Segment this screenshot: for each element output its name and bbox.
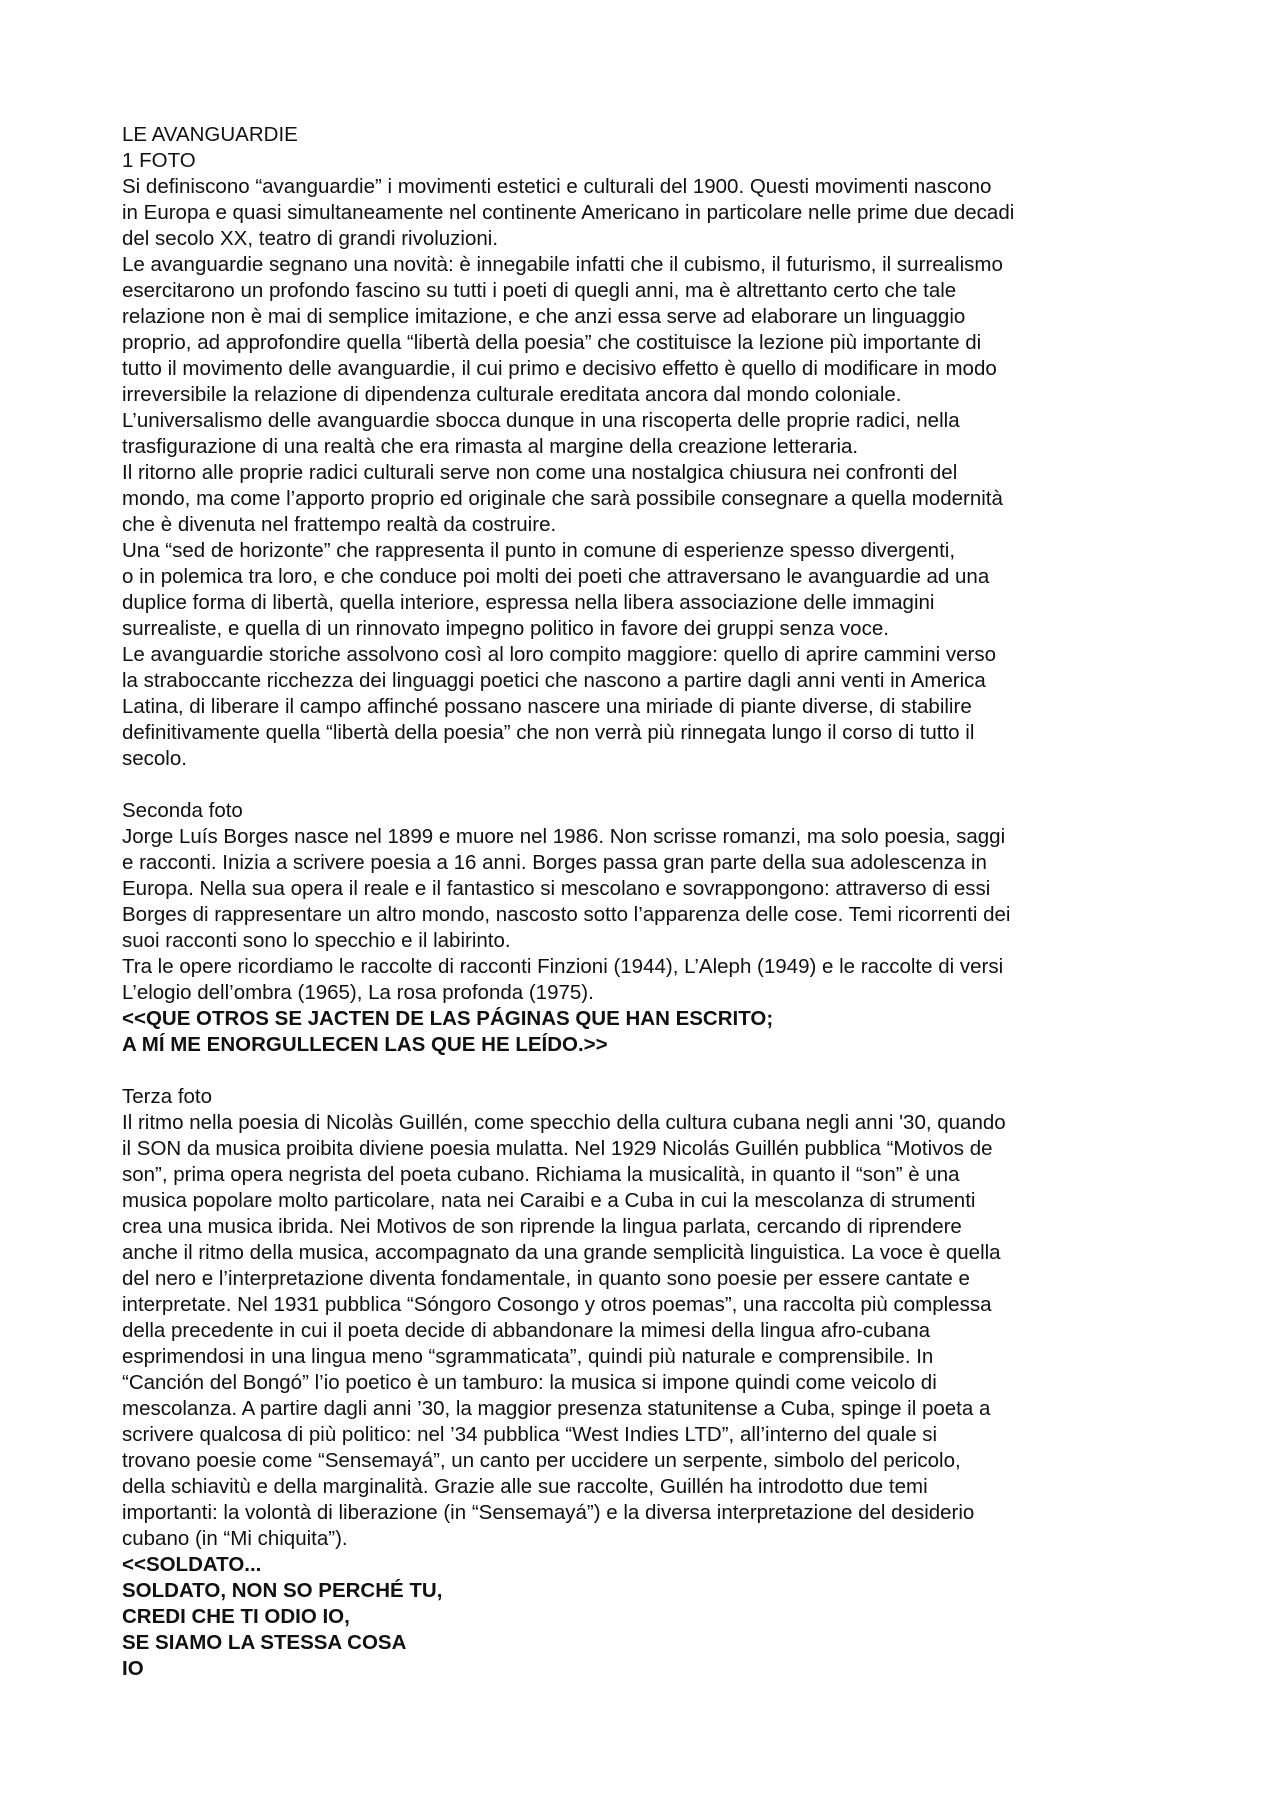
paragraph-line: suoi racconti sono lo specchio e il labirinto. [122,929,511,952]
paragraph-line: Una “sed de horizonte” che rappresenta il punto in comune di esperienze spesso divergenti, [122,539,956,562]
paragraph-line: cubano (in “Mi chiquita”). [122,1527,348,1550]
paragraph-line: scrivere qualcosa di più politico: nel ’34 pubblica “West Indies LTD”, all’interno del quale si [122,1423,938,1446]
section-spacer [122,772,1172,798]
paragraph-line: del nero e l’interpretazione diventa fondamentale, in quanto sono poesie per essere cantate e [122,1267,970,1290]
paragraph-line: trovano poesie come “Sensemayá”, un canto per uccidere un serpente, simbolo del pericolo, [122,1449,961,1472]
paragraph-line: relazione non è mai di semplice imitazione, e che anzi essa serve ad elaborare un linguaggio [122,305,966,328]
paragraph-line: L’universalismo delle avanguardie sbocca dunque in una riscoperta delle proprie radici, nella [122,409,960,432]
quote-line: SE SIAMO LA STESSA COSA [122,1631,407,1654]
paragraph-line: esercitarono un profondo fascino su tutti i poeti di quegli anni, ma è altrettanto certo che tale [122,279,957,302]
paragraph-line: Il ritorno alle proprie radici culturali serve non come una nostalgica chiusura nei confronti del [122,461,958,484]
quote-line: <<SOLDATO... [122,1553,262,1576]
quote-line: CREDI CHE TI ODIO IO, [122,1605,350,1628]
paragraph-line: Il ritmo nella poesia di Nicolàs Guillén, come specchio della cultura cubana negli anni '30, quando [122,1111,1006,1134]
section-3 [122,1084,1172,1682]
paragraph-line: “Canción del Bongó” l’io poetico è un tamburo: la musica si impone quindi come veicolo di [122,1371,937,1394]
paragraph-line: o in polemica tra loro, e che conduce poi molti dei poeti che attraversano le avanguardie ad una [122,565,990,588]
paragraph-line: Jorge Luís Borges nasce nel 1899 e muore nel 1986. Non scrisse romanzi, ma solo poesia, saggi [122,825,1006,848]
paragraph-line: Borges di rappresentare un altro mondo, nascosto sotto l’apparenza delle cose. Temi ricorrenti dei [122,903,1011,926]
paragraph-line: son”, prima opera negrista del poeta cubano. Richiama la musicalità, in quanto il “son” è una [122,1163,960,1186]
document-page [122,122,1172,1682]
paragraph-line: Europa. Nella sua opera il reale e il fantastico si mescolano e sovrappongono: attraverso di essi [122,877,991,900]
paragraph-line: secolo. [122,747,187,770]
paragraph-line: anche il ritmo della musica, accompagnato da una grande semplicità linguistica. La voce è quella [122,1241,1001,1264]
paragraph-line: trasfigurazione di una realtà che era rimasta al margine della creazione letteraria. [122,435,859,458]
paragraph-line: L’elogio dell’ombra (1965), La rosa profonda (1975). [122,981,594,1004]
section-2 [122,798,1172,1058]
paragraph-line: proprio, ad approfondire quella “libertà della poesia” che costituisce la lezione più importante di [122,331,982,354]
paragraph-line: Le avanguardie segnano una novità: è innegabile infatti che il cubismo, il futurismo, il surrealismo [122,253,1003,276]
paragraph-line: duplice forma di libertà, quella interiore, espressa nella libera associazione delle immagini [122,591,935,614]
paragraph-line: e racconti. Inizia a scrivere poesia a 16 anni. Borges passa gran parte della sua adolescenza in [122,851,987,874]
paragraph-line: musica popolare molto particolare, nata nei Caraibi e a Cuba in cui la mescolanza di strumenti [122,1189,976,1212]
paragraph-line: mescolanza. A partire dagli anni ’30, la maggior presenza statunitense a Cuba, spinge il poeta a [122,1397,991,1420]
paragraph-line: della precedente in cui il poeta decide di abbandonare la mimesi della lingua afro-cubana [122,1319,931,1342]
paragraph-line: tutto il movimento delle avanguardie, il cui primo e decisivo effetto è quello di modificare in modo [122,357,997,380]
paragraph-line: mondo, ma come l’apporto proprio ed originale che sarà possibile consegnare a quella modernità [122,487,1003,510]
paragraph-line: surrealiste, e quella di un rinnovato impegno politico in favore dei gruppi senza voce. [122,617,889,640]
paragraph-line: del secolo XX, teatro di grandi rivoluzioni. [122,227,499,250]
document-title: LE AVANGUARDIE [122,123,298,146]
paragraph-line: il SON da musica proibita diviene poesia mulatta. Nel 1929 Nicolás Guillén pubblica “Motivos de [122,1137,993,1160]
section-heading: Terza foto [122,1085,213,1108]
paragraph-line: crea una musica ibrida. Nei Motivos de son riprende la lingua parlata, cercando di riprendere [122,1215,962,1238]
section-heading: Seconda foto [122,799,243,822]
paragraph-line: della schiavitù e della marginalità. Grazie alle sue raccolte, Guillén ha introdotto due temi [122,1475,928,1498]
paragraph-line: irreversibile la relazione di dipendenza culturale ereditata ancora dal mondo coloniale. [122,383,902,406]
section-spacer [122,1058,1172,1084]
paragraph-line: interpretate. Nel 1931 pubblica “Sóngoro Cosongo y otros poemas”, una raccolta più complessa [122,1293,992,1316]
paragraph-line: definitivamente quella “libertà della poesia” che non verrà più rinnegata lungo il corso di tutto il [122,721,975,744]
paragraph-line: Latina, di liberare il campo affinché possano nascere una miriade di piante diverse, di stabilire [122,695,972,718]
paragraph-line: la straboccante ricchezza dei linguaggi poetici che nascono a partire dagli anni venti in America [122,669,986,692]
paragraph-line: Si definiscono “avanguardie” i movimenti estetici e culturali del 1900. Questi movimenti nascono [122,175,992,198]
paragraph-line: che è divenuta nel frattempo realtà da costruire. [122,513,557,536]
paragraph-line: importanti: la volontà di liberazione (in “Sensemayá”) e la diversa interpretazione del desiderio [122,1501,975,1524]
quote-line: IO [122,1657,144,1680]
paragraph-line: Tra le opere ricordiamo le raccolte di racconti Finzioni (1944), L’Aleph (1949) e le raccolte di versi [122,955,1004,978]
paragraph-line: in Europa e quasi simultaneamente nel continente Americano in particolare nelle prime due decadi [122,201,1015,224]
quote-line: A MÍ ME ENORGULLECEN LAS QUE HE LEÍDO.>> [122,1033,608,1056]
section-heading: 1 FOTO [122,149,196,172]
paragraph-line: esprimendosi in una lingua meno “sgrammaticata”, quindi più naturale e comprensibile. In [122,1345,934,1368]
paragraph-line: Le avanguardie storiche assolvono così al loro compito maggiore: quello di aprire cammini verso [122,643,996,666]
quote-line: SOLDATO, NON SO PERCHÉ TU, [122,1579,443,1602]
quote-line: <<QUE OTROS SE JACTEN DE LAS PÁGINAS QUE HAN ESCRITO; [122,1007,774,1030]
section-1 [122,148,1172,772]
